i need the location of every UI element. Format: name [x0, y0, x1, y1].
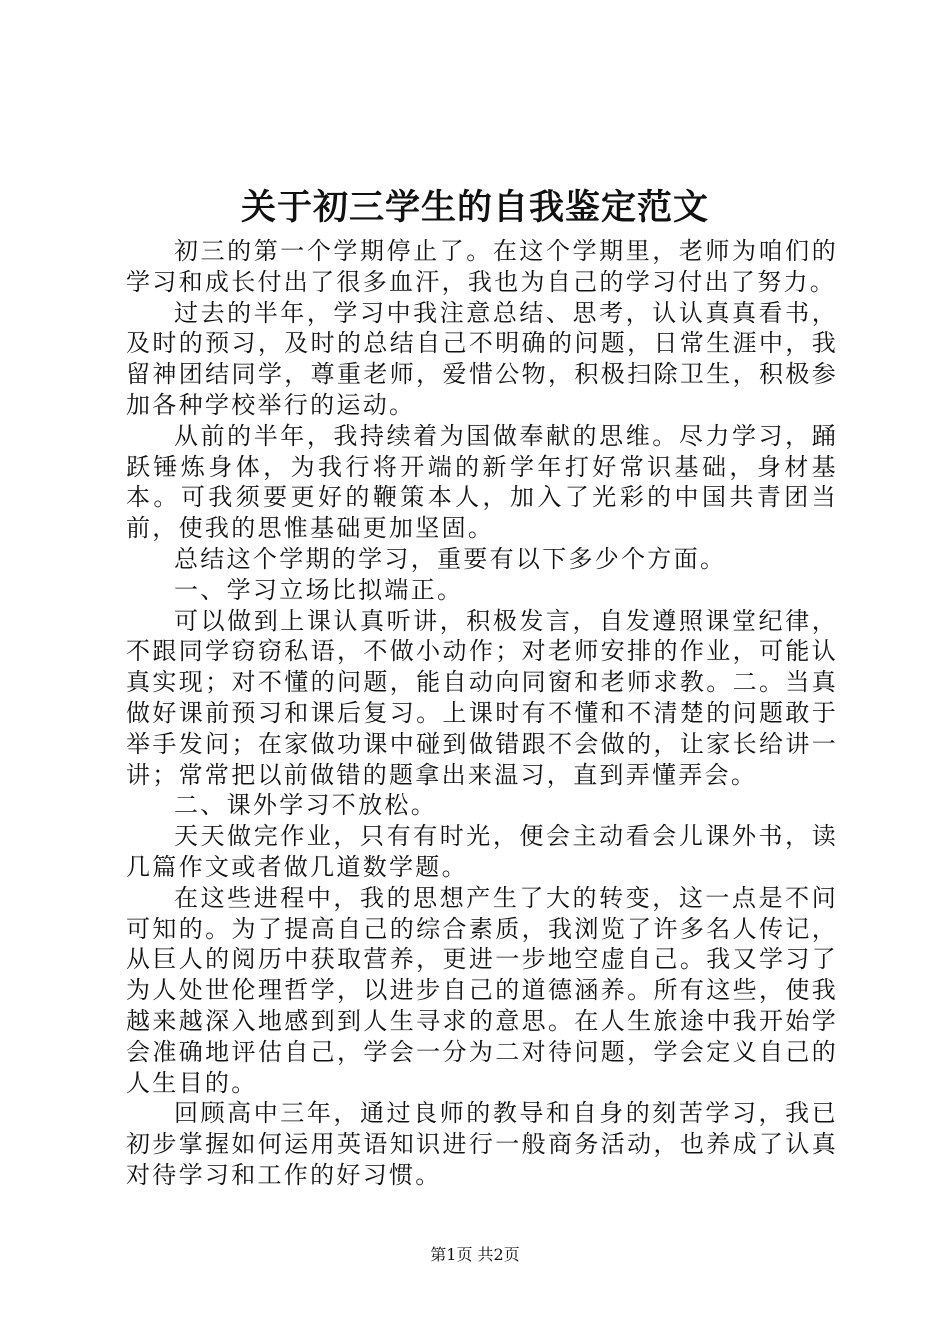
document-title: 关于初三学生的自我鉴定范文: [240, 187, 709, 228]
section-heading: 一、学习立场比拟端正。: [174, 575, 464, 604]
section-heading: 二、课外学习不放松。: [174, 791, 437, 820]
page-number-footer: 第1页 共2页: [430, 1245, 520, 1264]
paragraph: 总结这个学期的学习，重要有以下多少个方面。: [174, 544, 727, 573]
paragraph: 初三的第一个学期停止了。在这个学期里，老师为咱们的学习和成长付出了很多血汗，我也为自己的学习付出了努力。: [126, 237, 838, 296]
paragraph: 天天做完作业，只有有时光，便会主动看会儿课外书，读几篇作文或者做几道数学题。: [126, 822, 838, 881]
document-body: [126, 236, 838, 1191]
paragraph: 在这些进程中，我的思想产生了大的转变，这一点是不问可知的。为了提高自己的综合素质，我浏览了许多名人传记，从巨人的阅历中获取营养，更进一步地空虚自己。我又学习了为人处世伦理哲学，以进步自己的道德涵养。所有这些，使我越来越深入地感到到人生寻求的意思。在人生旅途中我开始学会准确地评估自己，学会一分为二对待问题，学会定义自己的人生目的。: [126, 883, 838, 1097]
paragraph: 从前的半年，我持续着为国做奉献的思维。尽力学习，踊跃锤炼身体，为我行将开端的新学年打好常识基础，身材基本。可我须要更好的鞭策本人，加入了光彩的中国共青团当前，使我的思惟基础更加坚固。: [126, 421, 838, 543]
paragraph: 回顾高中三年，通过良师的教导和自身的刻苦学习，我已初步掌握如何运用英语知识进行一般商务活动，也养成了认真对待学习和工作的好习惯。: [126, 1099, 838, 1189]
paragraph: 过去的半年，学习中我注意总结、思考，认认真真看书，及时的预习，及时的总结自己不明确的问题，日常生涯中，我留神团结同学，尊重老师，爱惜公物，积极扫除卫生，积极参加各种学校举行的运动。: [126, 298, 838, 419]
paragraph: 可以做到上课认真听讲，积极发言，自发遵照课堂纪律，不跟同学窃窃私语，不做小动作；对老师安排的作业，可能认真实现；对不懂的问题，能自动向同窗和老师求教。二。当真做好课前预习和课后复习。上课时有不懂和不清楚的问题敢于举手发问；在家做功课中碰到做错跟不会做的，让家长给讲一讲；常常把以前做错的题拿出来温习，直到弄懂弄会。: [126, 606, 838, 789]
